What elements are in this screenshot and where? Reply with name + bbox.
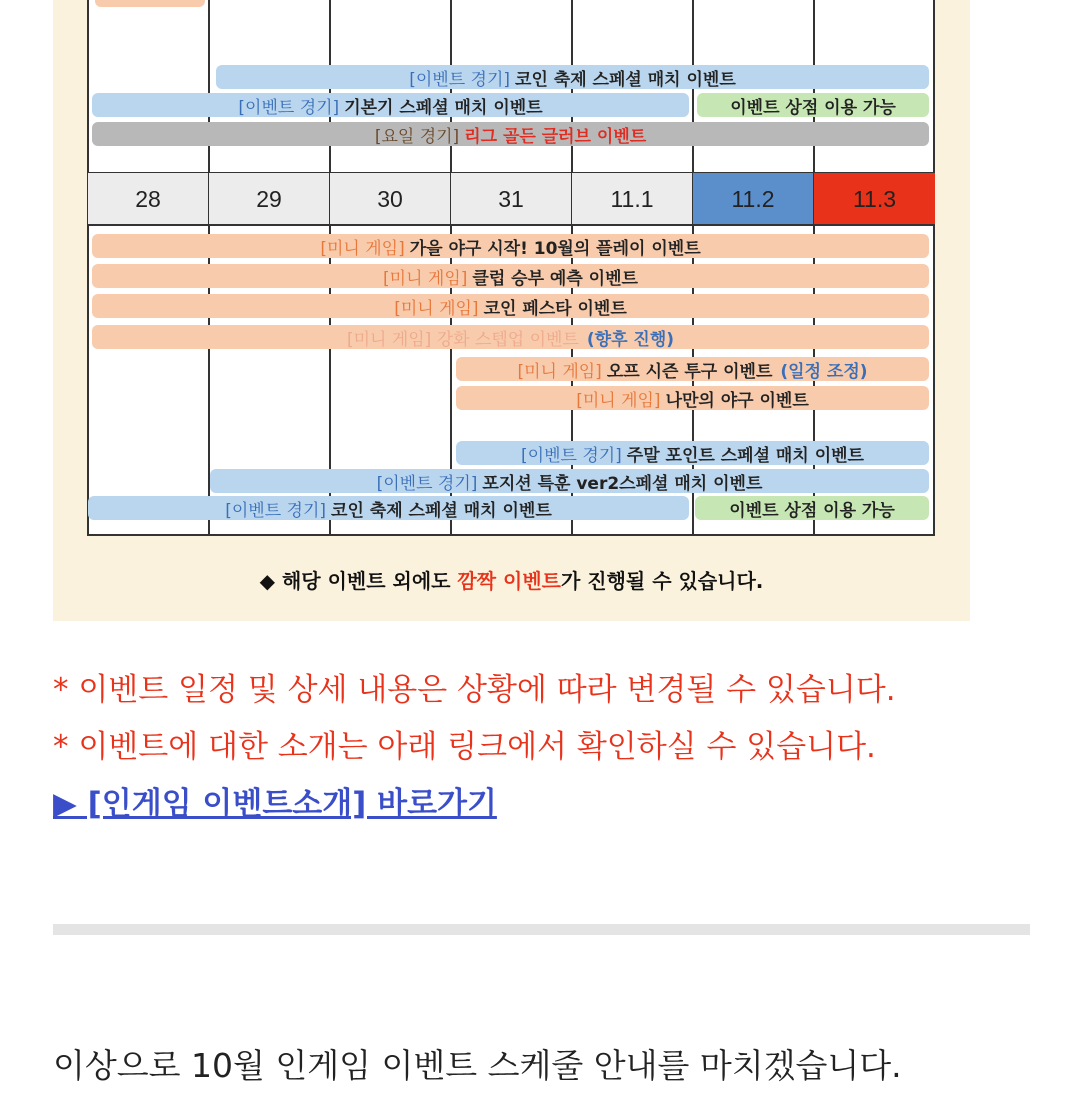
date-cell: 31 xyxy=(450,173,571,225)
grid-line xyxy=(87,534,935,536)
schedule-change-warning: * 이벤트 일정 및 상세 내용은 상황에 따라 변경될 수 있습니다. xyxy=(53,672,896,708)
date-cell: 11.1 xyxy=(571,173,692,225)
event-intro-warning: * 이벤트에 대한 소개는 아래 링크에서 확인하실 수 있습니다. xyxy=(53,729,876,765)
event-bar-stub xyxy=(95,0,205,7)
event-intro-link[interactable]: ▶ [인게임 이벤트소개] 바로가기 xyxy=(53,786,497,822)
event-title: 코인 페스타 이벤트 xyxy=(483,298,627,318)
date-cell: 30 xyxy=(329,173,450,225)
event-tag: [이벤트 경기] xyxy=(238,97,340,117)
event-note: (일정 조정) xyxy=(780,361,868,381)
date-cell-saturday: 11.2 xyxy=(692,173,813,225)
grid-line xyxy=(87,224,935,226)
closing-text: 이상으로 10월 인게임 이벤트 스케줄 안내를 마치겠습니다. xyxy=(53,1046,902,1085)
event-title: 이벤트 상점 이용 가능 xyxy=(729,500,895,520)
event-title: 포지션 특훈 ver2스페셜 매치 이벤트 xyxy=(482,473,763,493)
section-divider xyxy=(53,924,1030,935)
event-bar-club-prediction xyxy=(92,264,929,288)
date-cell: 29 xyxy=(208,173,329,225)
event-bar-coin-festival-match-2 xyxy=(88,496,689,520)
event-bar-offseason-pitching xyxy=(456,357,929,381)
event-bar-position-training xyxy=(210,469,929,493)
event-bar-basics-match xyxy=(92,93,689,117)
grid-line xyxy=(933,0,935,536)
event-title: 클럽 승부 예측 이벤트 xyxy=(472,268,638,288)
event-title: 나만의 야구 이벤트 xyxy=(665,390,809,410)
notice-highlight: 깜짝 이벤트 xyxy=(457,569,561,593)
event-tag: [요일 경기] xyxy=(374,126,460,146)
event-note: (향후 진행) xyxy=(586,329,675,349)
event-title: 기본기 스페셜 매치 이벤트 xyxy=(344,97,543,117)
event-bar-shop-available xyxy=(697,93,929,117)
event-tag: [미니 게임] xyxy=(383,268,468,288)
event-title: 주말 포인트 스페셜 매치 이벤트 xyxy=(626,445,864,465)
event-title: 리그 골든 글러브 이벤트 xyxy=(464,126,647,146)
calendar-notice xyxy=(53,565,970,594)
date-cell: 28 xyxy=(87,173,208,225)
event-title: 코인 축제 스페셜 매치 이벤트 xyxy=(331,500,552,520)
notice-prefix: ◆ 해당 이벤트 외에도 xyxy=(259,569,458,593)
event-bar-shop-available-2 xyxy=(695,496,929,520)
event-tag: [이벤트 경기] xyxy=(225,500,327,520)
event-tag: [미니 게임] xyxy=(394,298,479,318)
grid-line xyxy=(87,0,89,536)
event-tag: [미니 게임] xyxy=(320,238,405,258)
date-row xyxy=(87,173,935,225)
event-bar-stepup-upcoming xyxy=(92,325,929,349)
event-title: [미니 게임] 강화 스텝업 이벤트 xyxy=(346,329,579,349)
date-cell-sunday: 11.3 xyxy=(813,173,935,225)
event-title: 오프 시즌 투구 이벤트 xyxy=(606,361,773,381)
event-tag: [미니 게임] xyxy=(576,390,661,410)
event-bar-weekend-points xyxy=(456,441,929,465)
event-tag: [이벤트 경기] xyxy=(409,69,511,89)
event-bar-coin-festa xyxy=(92,294,929,318)
event-title: 가을 야구 시작! 10월의 플레이 이벤트 xyxy=(409,238,701,258)
event-bar-autumn-baseball xyxy=(92,234,929,258)
event-bar-golden-glove xyxy=(92,122,929,146)
event-tag: [미니 게임] xyxy=(517,361,602,381)
event-bar-my-baseball xyxy=(456,386,929,410)
event-bar-coin-festival-match xyxy=(216,65,929,89)
notice-suffix: 가 진행될 수 있습니다. xyxy=(561,569,764,593)
event-tag: [이벤트 경기] xyxy=(521,445,622,465)
event-title: 이벤트 상점 이용 가능 xyxy=(730,97,896,117)
event-tag: [이벤트 경기] xyxy=(376,473,478,493)
event-title: 코인 축제 스페셜 매치 이벤트 xyxy=(515,69,736,89)
